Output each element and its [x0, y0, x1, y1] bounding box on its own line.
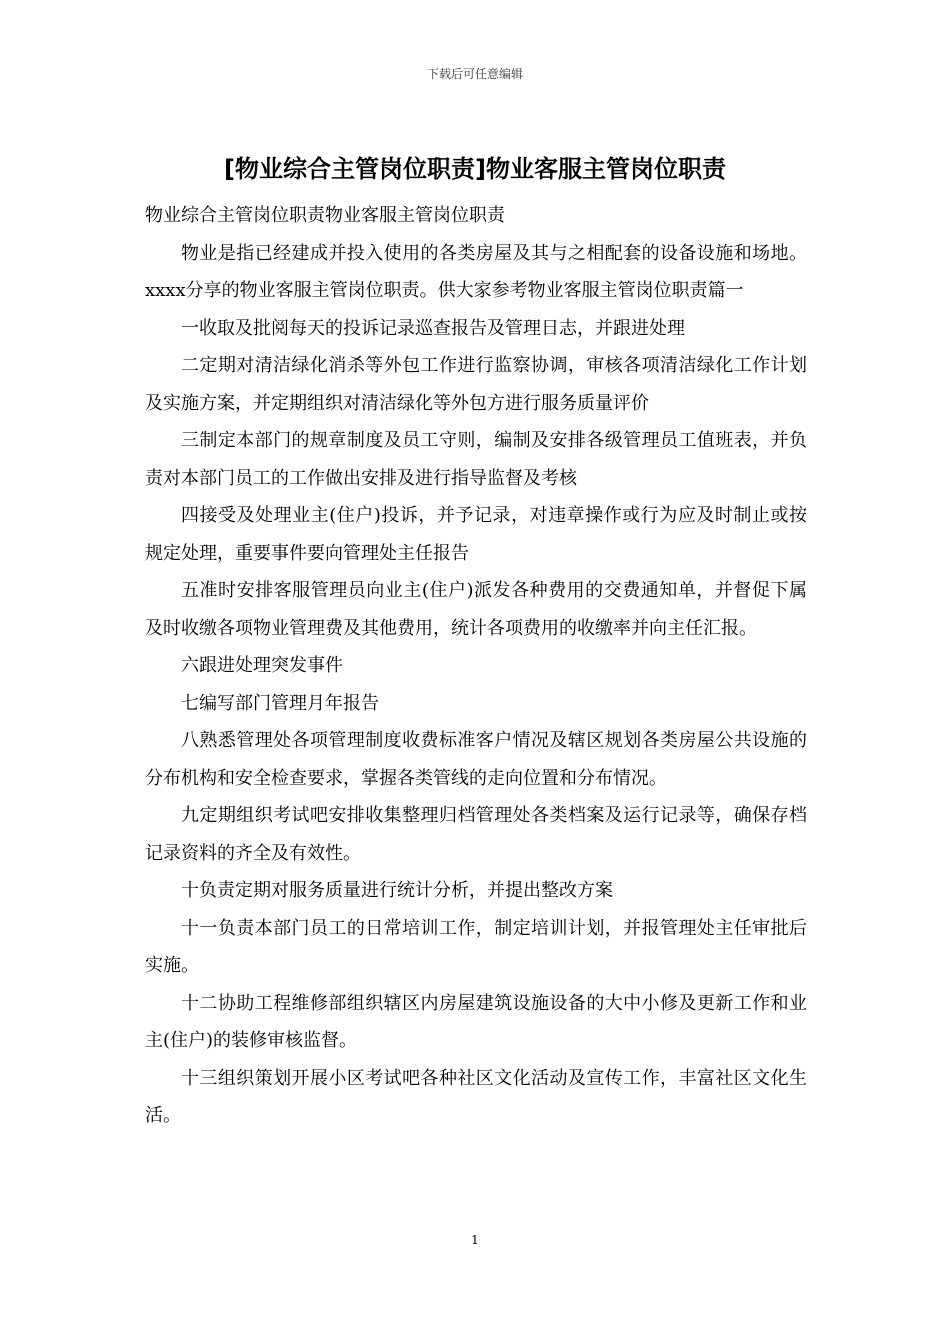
document-body	[145, 197, 807, 1135]
duty-item-13: 十三组织策划开展小区考试吧各种社区文化活动及宣传工作，丰富社区文化生活。	[145, 1067, 807, 1126]
duty-item-4: 四接受及处理业主(住户)投诉，并予记录，对违章操作或行为应及时制止或按规定处理，重要事件要向管理处主任报告	[145, 505, 807, 564]
intro-paragraph: 物业是指已经建成并投入使用的各类房屋及其与之相配套的设备设施和场地。xxxx分享的物业客服主管岗位职责。供大家参考物业客服主管岗位职责篇一	[145, 242, 807, 301]
page-number: 1	[471, 1233, 479, 1247]
duty-item-12: 十二协助工程维修部组织辖区内房屋建筑设施设备的大中小修及更新工作和业主(住户)的装修审核监督。	[145, 992, 807, 1051]
duty-item-9: 九定期组织考试吧安排收集整理归档管理处各类档案及运行记录等，确保存档记录资料的齐全及有效性。	[145, 805, 807, 864]
header-note: 下载后可任意编辑	[426, 67, 523, 81]
duty-item-2: 二定期对清洁绿化消杀等外包工作进行监察协调，审核各项清洁绿化工作计划及实施方案，并定期组织对清洁绿化等外包方进行服务质量评价	[145, 355, 807, 414]
duty-item-1: 一收取及批阅每天的投诉记录巡查报告及管理日志，并跟进处理	[181, 317, 685, 339]
duty-item-8: 八熟悉管理处各项管理制度收费标准客户情况及辖区规划各类房屋公共设施的分布机构和安全检查要求，掌握各类管线的走向位置和分布情况。	[145, 730, 807, 789]
duty-item-3: 三制定本部门的规章制度及员工守则，编制及安排各级管理员工值班表，并负责对本部门员工的工作做出安排及进行指导监督及考核	[145, 430, 807, 489]
subtitle-paragraph: 物业综合主管岗位职责物业客服主管岗位职责	[145, 205, 505, 226]
duty-item-5: 五准时安排客服管理员向业主(住户)派发各种费用的交费通知单，并督促下属及时收缴各项物业管理费及其他费用，统计各项费用的收缴率并向主任汇报。	[145, 580, 807, 639]
duty-item-11: 十一负责本部门员工的日常培训工作，制定培训计划，并报管理处主任审批后实施。	[145, 917, 807, 976]
duty-item-7: 七编写部门管理月年报告	[181, 692, 379, 714]
document-title: [物业综合主管岗位职责]物业客服主管岗位职责	[224, 155, 726, 183]
duty-item-6: 六跟进处理突发事件	[181, 655, 343, 676]
duty-item-10: 十负责定期对服务质量进行统计分析，并提出整改方案	[181, 880, 613, 901]
